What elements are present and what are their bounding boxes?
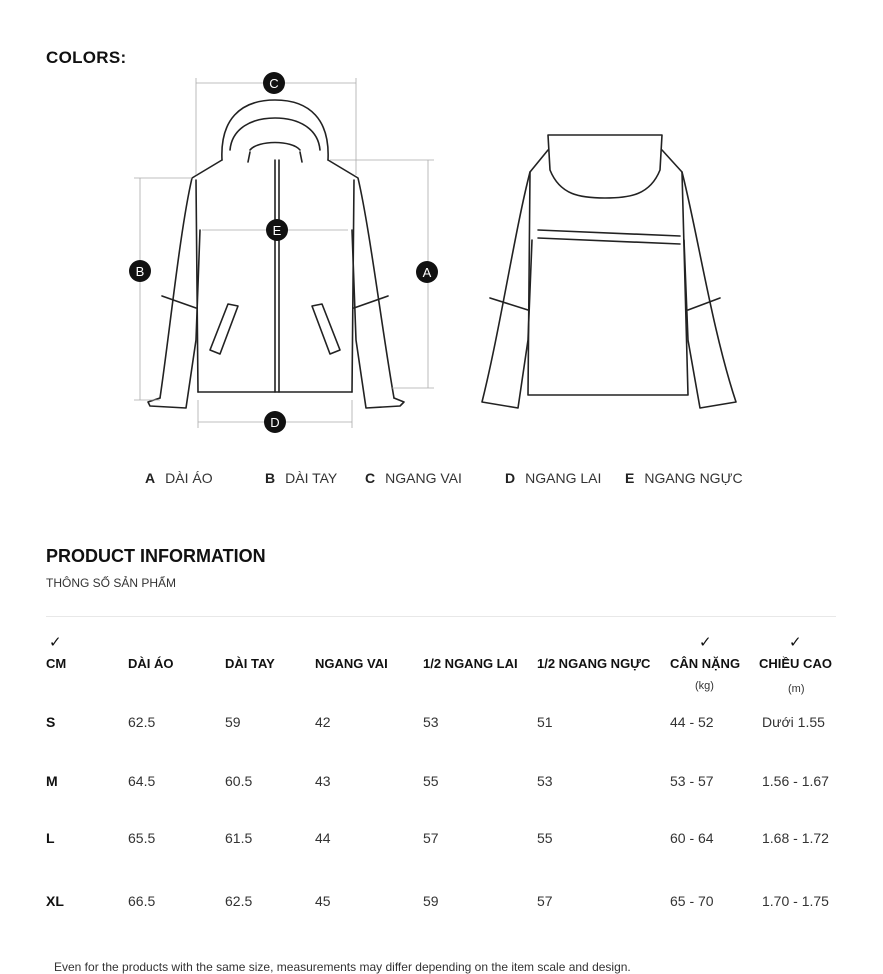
- header-ngang-vai: NGANG VAI: [315, 656, 388, 671]
- table-cell: 62.5: [128, 714, 156, 730]
- dimension-label-c: [263, 72, 285, 94]
- table-cell: 59: [423, 893, 439, 909]
- product-information-subtitle: THÔNG SỐ SẢN PHẨM: [46, 576, 177, 590]
- unit-kg: (kg): [695, 680, 714, 692]
- table-cell: 64.5: [128, 773, 156, 789]
- svg-text:D: D: [270, 415, 280, 430]
- header-ngang-nguc: 1/2 NGANG NGỰC: [537, 656, 651, 671]
- table-cell: 61.5: [225, 830, 253, 846]
- table-cell: 53: [423, 714, 439, 730]
- size-xl: XL: [46, 893, 64, 909]
- header-cm: CM: [46, 656, 67, 671]
- table-cell: 53 - 57: [670, 773, 714, 789]
- check-icon: ✓: [49, 634, 62, 651]
- table-cell: 62.5: [225, 893, 253, 909]
- svg-text:B: B: [135, 264, 145, 279]
- legend-item-a: A DÀI ÁO: [145, 470, 213, 486]
- table-cell: 44 - 52: [670, 714, 714, 730]
- size-s: S: [46, 714, 56, 730]
- table-cell: 60 - 64: [670, 830, 714, 846]
- table-cell: 66.5: [128, 893, 156, 909]
- table-cell: 44: [315, 830, 331, 846]
- table-cell: 45: [315, 893, 331, 909]
- svg-text:E: E: [272, 223, 282, 238]
- table-cell: 1.70 - 1.75: [762, 893, 829, 909]
- header-dai-ao: DÀI ÁO: [128, 656, 174, 671]
- footnote: Even for the products with the same size, measurements may differ depending on the item scale and design.: [54, 960, 631, 974]
- check-icon: ✓: [789, 634, 802, 651]
- table-cell: 57: [423, 830, 439, 846]
- legend-item-c: C NGANG VAI: [365, 470, 462, 486]
- colors-title: COLORS:: [46, 48, 127, 67]
- table-cell: 43: [315, 773, 331, 789]
- size-m: M: [46, 773, 58, 789]
- dimension-label-a: [416, 261, 438, 283]
- table-cell: 51: [537, 714, 553, 730]
- header-chieu-cao: CHIỀU CAO: [759, 656, 832, 671]
- table-cell: 55: [423, 773, 439, 789]
- table-cell: 60.5: [225, 773, 253, 789]
- table-cell: 1.68 - 1.72: [762, 830, 829, 846]
- legend-item-b: B DÀI TAY: [265, 470, 338, 486]
- check-icon: ✓: [699, 634, 712, 651]
- dimension-label-e: [266, 219, 288, 241]
- jacket-technical-drawing: [0, 0, 883, 460]
- table-cell: 55: [537, 830, 553, 846]
- table-cell: 57: [537, 893, 553, 909]
- table-cell: 65.5: [128, 830, 156, 846]
- header-dai-tay: DÀI TAY: [225, 656, 275, 671]
- size-l: L: [46, 830, 55, 846]
- table-cell: 59: [225, 714, 241, 730]
- dimension-label-d: [264, 411, 286, 433]
- divider: [46, 616, 836, 617]
- product-information-title: PRODUCT INFORMATION: [46, 546, 266, 566]
- front-jacket-outline: [148, 100, 404, 408]
- table-cell: 42: [315, 714, 331, 730]
- header-ngang-lai: 1/2 NGANG LAI: [423, 656, 518, 671]
- svg-text:A: A: [422, 265, 432, 280]
- table-cell: 65 - 70: [670, 893, 714, 909]
- dimension-label-b: [129, 260, 151, 282]
- back-jacket-outline: [482, 135, 736, 408]
- table-cell: 1.56 - 1.67: [762, 773, 829, 789]
- legend-item-d: D NGANG LAI: [505, 470, 602, 486]
- legend-item-e: E NGANG NGỰC: [625, 470, 743, 486]
- table-cell: 53: [537, 773, 553, 789]
- table-cell: Dưới 1.55: [762, 714, 825, 730]
- unit-m: (m): [788, 683, 805, 695]
- svg-text:C: C: [269, 76, 279, 91]
- header-can-nang: CÂN NẶNG: [670, 656, 741, 671]
